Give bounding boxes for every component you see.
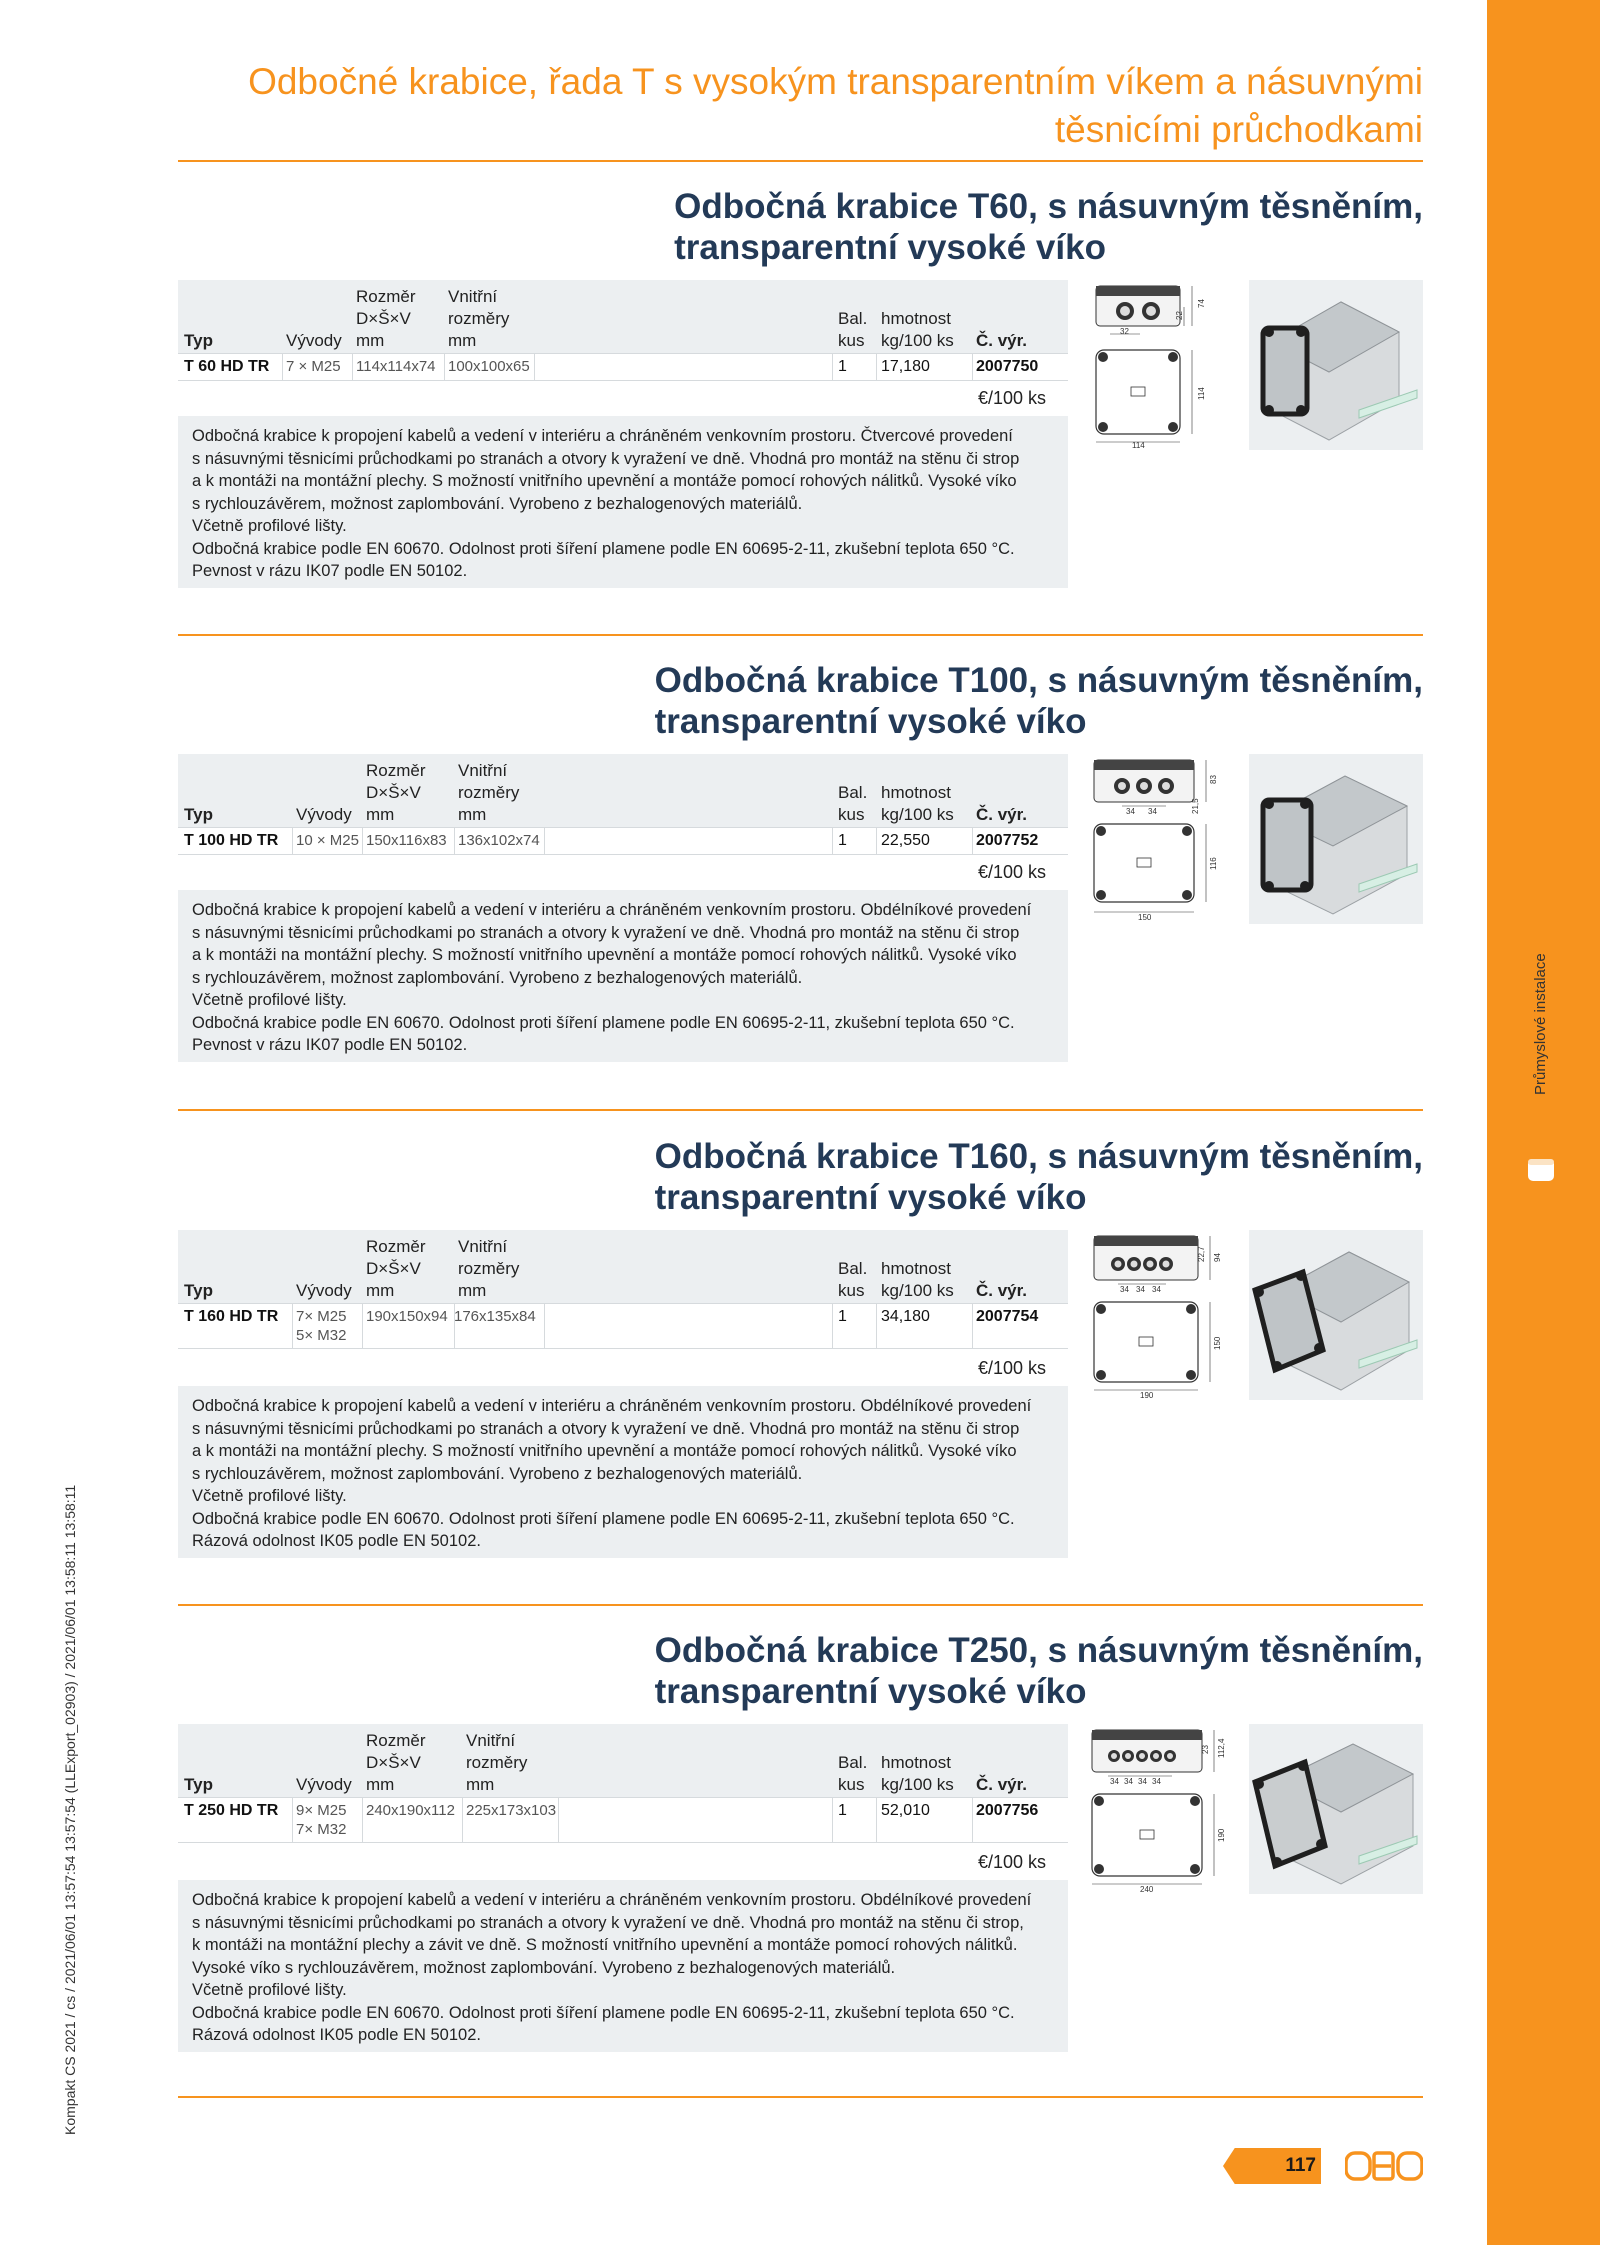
cell-bal: 1 — [838, 832, 847, 849]
svg-text:34: 34 — [1152, 1777, 1161, 1786]
col-header-typ: Typ — [184, 805, 213, 824]
product-section-t100 — [178, 660, 1423, 1060]
cell-hmotnost: 34,180 — [881, 1308, 930, 1325]
spec-table — [178, 1724, 1068, 1838]
description: Odbočná krabice k propojení kabelů a vedení v interiéru a chráněném venkovním prostoru. Obdélníkové provedení s násuvnými těsnicími průchodkami po stranách a otvory k vyražení ve dně. Vhodná pro montáž na stěnu či strop a k montáži na montážní plechy. S možností vnitřního upevnění a montáže pomocí rohových nálitků. Vysoké víko s rychlouzávěrem, možnost zaplombování. Vyrobeno z bezhalogenových materiálů. Včetně profilové lišty. Odbočná krabice podle EN 60670. Odolnost proti šíření plamene podle EN 60695-2-11, zkušební teplota 650 °C. Rázová odolnost IK05 podle EN 50102. — [178, 1386, 1068, 1558]
svg-text:112,4: 112,4 — [1217, 1738, 1226, 1758]
col-header-rozmer: Rozměr D×Š×V mm — [366, 1237, 426, 1300]
col-header-cvyr: Č. výr. — [976, 1281, 1028, 1300]
cell-vnitrni: 136x102x74 — [458, 832, 540, 849]
cell-rozmer: 190x150x94 — [366, 1308, 448, 1325]
price-unit: €/100 ks — [978, 1852, 1047, 1872]
sidebar-category-label: Průmyslové instalace — [1532, 953, 1549, 1095]
cell-rozmer: 150x116x83 — [366, 832, 447, 849]
col-header-bal: Bal. kus — [838, 1259, 868, 1300]
col-header-hmotnost: hmotnost kg/100 ks — [881, 1259, 954, 1300]
price-unit: €/100 ks — [978, 388, 1047, 408]
obo-logo — [1345, 2150, 1423, 2182]
col-header-rozmer: Rozměr D×Š×V mm — [356, 287, 416, 350]
cell-bal: 1 — [838, 1802, 847, 1819]
print-meta: Kompakt CS 2021 / cs / 2021/06/01 13:57:54 13:57:54 (LLExport_02903) / 2021/06/01 13:58:11 13:58:11 — [62, 1484, 78, 2135]
cell-cvyr: 2007756 — [976, 1802, 1039, 1819]
page-number: 117 — [1285, 2155, 1316, 2176]
svg-text:23: 23 — [1201, 1745, 1210, 1754]
dimension-drawing — [1088, 754, 1233, 924]
cell-vyvody: 7 × M25 — [286, 358, 341, 375]
table-row — [178, 353, 1068, 381]
cell-bal: 1 — [838, 358, 847, 375]
col-header-rozmer: Rozměr D×Š×V mm — [366, 1731, 426, 1794]
svg-text:114: 114 — [1132, 441, 1145, 450]
cell-vyvody: 7× M25 5× M32 — [296, 1308, 347, 1344]
col-header-cvyr: Č. výr. — [976, 331, 1028, 350]
cell-bal: 1 — [838, 1308, 847, 1325]
svg-text:114: 114 — [1197, 387, 1206, 400]
price-unit: €/100 ks — [978, 1358, 1047, 1378]
divider — [178, 1109, 1423, 1111]
svg-text:34: 34 — [1126, 807, 1135, 816]
table-row — [178, 1303, 1068, 1349]
svg-text:34: 34 — [1124, 1777, 1133, 1786]
dimension-drawing — [1088, 1230, 1233, 1400]
svg-text:34: 34 — [1136, 1285, 1145, 1294]
col-header-hmotnost: hmotnost kg/100 ks — [881, 1753, 954, 1794]
cell-vnitrni: 176x135x84 — [454, 1308, 536, 1325]
col-header-vnitrni: Vnitřní rozměry mm — [458, 1237, 520, 1300]
col-header-vyvody: Vývody — [296, 1281, 352, 1300]
col-header-hmotnost: hmotnost kg/100 ks — [881, 783, 954, 824]
description: Odbočná krabice k propojení kabelů a vedení v interiéru a chráněném venkovním prostoru. Obdélníkové provedení s násuvnými těsnicími průchodkami po stranách a otvory k vyražení ve dně. Vhodná pro montáž na stěnu či strop a k montáži na montážní plechy. S možností vnitřního upevnění a montáže pomocí rohových nálitků. Vysoké víko s rychlouzávěrem, možnost zaplombování. Vyrobeno z bezhalogenových materiálů. Včetně profilové lišty. Odbočná krabice podle EN 60670. Odolnost proti šíření plamene podle EN 60695-2-11, zkušební teplota 650 °C. Pevnost v rázu IK07 podle EN 50102. — [178, 890, 1068, 1062]
svg-text:34: 34 — [1148, 807, 1157, 816]
dimension-drawing — [1088, 1724, 1233, 1894]
cell-vyvody: 10 × M25 — [296, 832, 359, 849]
cell-vyvody: 9× M25 7× M32 — [296, 1802, 347, 1838]
svg-text:83: 83 — [1209, 775, 1218, 784]
svg-text:34: 34 — [1152, 1285, 1161, 1294]
price-unit: €/100 ks — [978, 862, 1047, 882]
col-header-bal: Bal. kus — [838, 1753, 868, 1794]
cell-typ: T 250 HD TR — [184, 1802, 279, 1819]
cell-cvyr: 2007750 — [976, 358, 1039, 375]
cell-cvyr: 2007752 — [976, 832, 1039, 849]
col-header-vnitrni: Vnitřní rozměry mm — [458, 761, 520, 824]
section-title: Odbočná krabice T100, s násuvným těsněním, transparentní vysoké víko — [654, 661, 1423, 741]
divider — [178, 1604, 1423, 1606]
cell-vnitrni: 100x100x65 — [448, 358, 530, 375]
cell-hmotnost: 22,550 — [881, 832, 930, 849]
col-header-typ: Typ — [184, 1281, 213, 1300]
svg-text:116: 116 — [1209, 857, 1218, 870]
cell-vnitrni: 225x173x103 — [466, 1802, 557, 1819]
svg-text:190: 190 — [1217, 1828, 1226, 1842]
section-title: Odbočná krabice T60, s násuvným těsněním, transparentní vysoké víko — [674, 187, 1423, 267]
product-photo — [1249, 1230, 1423, 1400]
divider — [178, 160, 1423, 162]
col-header-hmotnost: hmotnost kg/100 ks — [881, 309, 954, 350]
svg-text:21,5: 21,5 — [1191, 798, 1200, 814]
col-header-cvyr: Č. výr. — [976, 805, 1028, 824]
orange-side-band — [1487, 0, 1600, 2245]
section-title: Odbočná krabice T160, s násuvným těsněním, transparentní vysoké víko — [654, 1137, 1423, 1217]
col-header-vyvody: Vývody — [286, 331, 342, 350]
cell-typ: T 160 HD TR — [184, 1308, 279, 1325]
page-title-line2: těsnicími průchodkami — [1054, 109, 1423, 150]
col-header-typ: Typ — [184, 331, 213, 350]
svg-text:240: 240 — [1140, 1885, 1154, 1894]
col-header-cvyr: Č. výr. — [976, 1775, 1028, 1794]
product-section-t160 — [178, 1136, 1423, 1556]
divider — [178, 2096, 1423, 2098]
svg-text:32: 32 — [1120, 327, 1129, 336]
cell-typ: T 60 HD TR — [184, 358, 270, 375]
page-title — [178, 58, 1423, 154]
svg-text:190: 190 — [1140, 1391, 1154, 1400]
spec-table — [178, 1230, 1068, 1344]
product-photo — [1249, 280, 1423, 450]
cell-rozmer: 240x190x112 — [366, 1802, 455, 1819]
col-header-bal: Bal. kus — [838, 783, 868, 824]
svg-text:94: 94 — [1213, 1253, 1222, 1262]
svg-text:34: 34 — [1110, 1777, 1119, 1786]
table-row — [178, 1797, 1068, 1843]
col-header-bal: Bal. kus — [838, 309, 868, 350]
svg-text:34: 34 — [1120, 1285, 1129, 1294]
description: Odbočná krabice k propojení kabelů a vedení v interiéru a chráněném venkovním prostoru. Čtvercové provedení s násuvnými těsnicími průchodkami po stranách a otvory k vyražení ve dně. Vhodná pro montáž na stěnu či strop a k montáži na montážní plechy. S možností vnitřního upevnění a montáže pomocí rohových nálitků. Vysoké víko s rychlouzávěrem, možnost zaplombování. Vyrobeno z bezhalogenových materiálů. Včetně profilové lišty. Odbočná krabice podle EN 60670. Odolnost proti šíření plamene podle EN 60695-2-11, zkušební teplota 650 °C. Pevnost v rázu IK07 podle EN 50102. — [178, 416, 1068, 588]
description: Odbočná krabice k propojení kabelů a vedení v interiéru a chráněném venkovním prostoru. Obdélníkové provedení s násuvnými těsnicími průchodkami po stranách a otvory k vyražení ve dně. Vhodná pro montáž na stěnu či strop, k montáži na montážní plechy a závit ve dně. S možností vnitřního upevnění a montáže pomocí rohových nálitků. Vysoké víko s rychlouzávěrem, možnost zaplombování. Vyrobeno z bezhalogenových materiálů. Včetně profilové lišty. Odbočná krabice podle EN 60670. Odolnost proti šíření plamene podle EN 60695-2-11, zkušební teplota 650 °C. Rázová odolnost IK05 podle EN 50102. — [178, 1880, 1068, 2052]
spec-table — [178, 754, 1068, 853]
svg-text:150: 150 — [1213, 1336, 1222, 1350]
cell-hmotnost: 52,010 — [881, 1802, 930, 1819]
cell-cvyr: 2007754 — [976, 1308, 1039, 1325]
col-header-vyvody: Vývody — [296, 1775, 352, 1794]
section-title: Odbočná krabice T250, s násuvným těsněním, transparentní vysoké víko — [654, 1631, 1423, 1711]
product-section-t60 — [178, 186, 1423, 586]
page-title-line1: Odbočné krabice, řada T s vysokým transparentním víkem a násuvnými — [248, 61, 1423, 102]
cell-rozmer: 114x114x74 — [356, 358, 436, 375]
dimension-drawing — [1088, 280, 1233, 450]
product-photo — [1249, 754, 1423, 924]
junction-box-icon — [1525, 1153, 1557, 1185]
cell-hmotnost: 17,180 — [881, 358, 930, 375]
svg-text:150: 150 — [1138, 913, 1152, 922]
col-header-vnitrni: Vnitřní rozměry mm — [448, 287, 510, 350]
divider — [178, 634, 1423, 636]
table-row — [178, 827, 1068, 855]
svg-text:22,7: 22,7 — [1197, 1246, 1206, 1262]
svg-text:34: 34 — [1138, 1777, 1147, 1786]
spec-table — [178, 280, 1068, 379]
product-photo — [1249, 1724, 1423, 1894]
svg-text:22: 22 — [1175, 311, 1184, 320]
svg-text:74: 74 — [1197, 299, 1206, 308]
col-header-vyvody: Vývody — [296, 805, 352, 824]
col-header-typ: Typ — [184, 1775, 213, 1794]
product-section-t250 — [178, 1630, 1423, 2050]
col-header-vnitrni: Vnitřní rozměry mm — [466, 1731, 528, 1794]
cell-typ: T 100 HD TR — [184, 832, 279, 849]
col-header-rozmer: Rozměr D×Š×V mm — [366, 761, 426, 824]
